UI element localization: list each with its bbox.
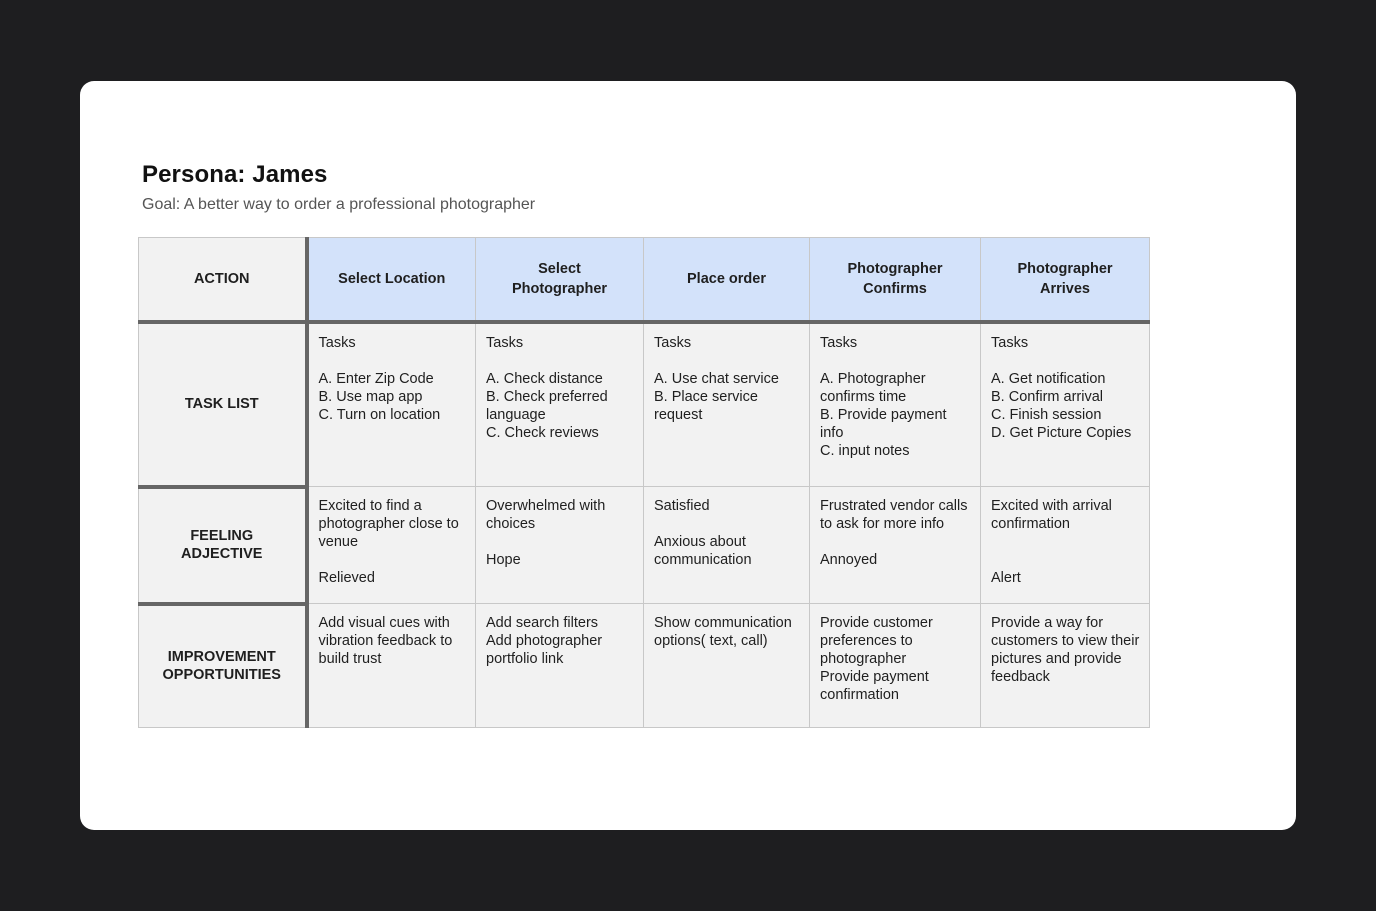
- table-cell: Provide a way for customers to view their pictures and provide feedback: [981, 604, 1150, 728]
- persona-title: Persona: James: [142, 161, 328, 188]
- table-cell: Overwhelmed with choices Hope: [476, 487, 644, 604]
- table-cell: Satisfied Anxious about communication: [644, 487, 810, 604]
- stage-header-row: [139, 238, 1150, 322]
- row-label-feeling-adjective: FEELING ADJECTIVE: [139, 487, 307, 604]
- table-cell: Tasks A. Use chat service B. Place service request: [644, 322, 810, 487]
- stage-header: Select Photographer: [476, 238, 644, 322]
- stage-header: Photographer Confirms: [810, 238, 981, 322]
- journey-map-table: [138, 237, 1150, 728]
- table-cell: Tasks A. Photographer confirms time B. Provide payment info C. input notes: [810, 322, 981, 487]
- table-cell: Excited with arrival confirmation Alert: [981, 487, 1150, 604]
- stage-header: Place order: [644, 238, 810, 322]
- table-cell: Show communication options( text, call): [644, 604, 810, 728]
- stage-header: Select Location: [307, 238, 476, 322]
- action-header: ACTION: [139, 238, 307, 322]
- stage-header: Photographer Arrives: [981, 238, 1150, 322]
- table-cell: Tasks A. Check distance B. Check preferred language C. Check reviews: [476, 322, 644, 487]
- table-cell: Add visual cues with vibration feedback to build trust: [307, 604, 476, 728]
- task-list-row: [139, 322, 1150, 487]
- table-cell: Tasks A. Enter Zip Code B. Use map app C. Turn on location: [307, 322, 476, 487]
- improvement-row: [139, 604, 1150, 728]
- row-label-improvement-opportunities: IMPROVEMENT OPPORTUNITIES: [139, 604, 307, 728]
- table-cell: Excited to find a photographer close to venue Relieved: [307, 487, 476, 604]
- row-label-task-list: TASK LIST: [139, 322, 307, 487]
- table-cell: Provide customer preferences to photographer Provide payment confirmation: [810, 604, 981, 728]
- table-cell: Frustrated vendor calls to ask for more info Annoyed: [810, 487, 981, 604]
- table-cell: Tasks A. Get notification B. Confirm arrival C. Finish session D. Get Picture Copies: [981, 322, 1150, 487]
- table-cell: Add search filters Add photographer portfolio link: [476, 604, 644, 728]
- goal-text: Goal: A better way to order a professional photographer: [142, 196, 536, 213]
- feeling-row: [139, 487, 1150, 604]
